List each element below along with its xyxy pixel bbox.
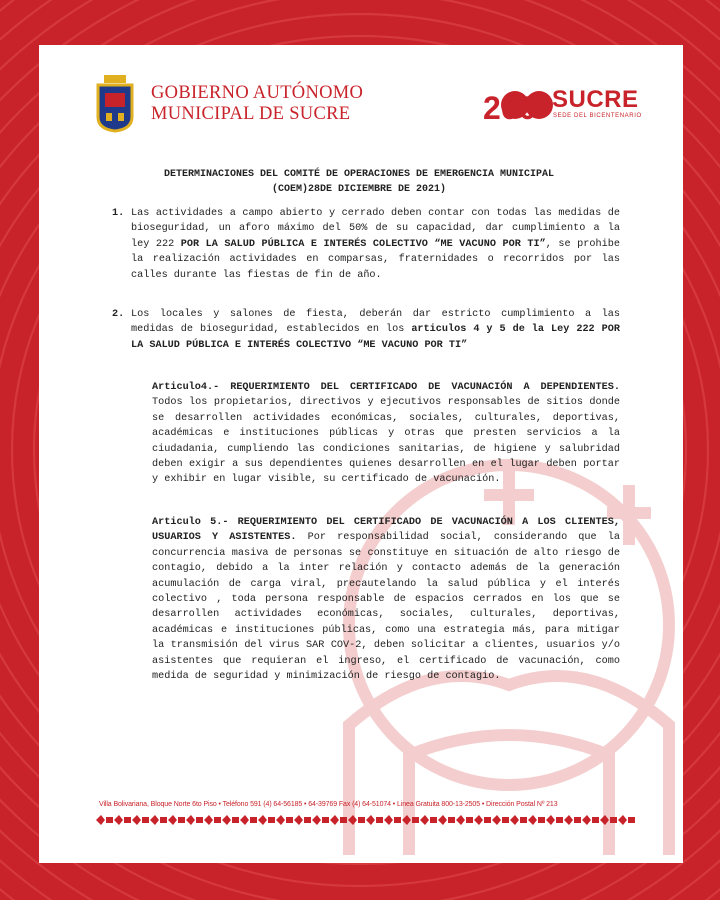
municipal-crest-icon <box>96 73 134 133</box>
sucre-wordmark: SUCRE <box>552 86 639 113</box>
item-bold-text: POR LA SALUD PÚBLICA E INTERÉS COLECTIVO “ME VACUNO POR TI” <box>180 238 546 250</box>
article-title: Articulo4.- REQUERIMIENTO DEL CERTIFICADO DE VACUNACIÓN A DEPENDIENTES. <box>152 382 620 393</box>
band-motif <box>96 815 113 825</box>
band-motif <box>150 815 167 825</box>
determination-item-1 <box>112 206 620 283</box>
band-motif <box>276 815 293 825</box>
footer-ornamental-band <box>96 812 636 828</box>
band-motif <box>492 815 509 825</box>
band-motif <box>240 815 257 825</box>
band-motif <box>546 815 563 825</box>
band-motif <box>312 815 329 825</box>
logo-number: 200 <box>483 90 537 125</box>
band-motif <box>114 815 131 825</box>
band-motif <box>186 815 203 825</box>
band-motif <box>258 815 275 825</box>
item-text: Los locales y salones de fiesta, deberán dar estricto cumplimiento a las medidas de bioseguridad, establecidos en los <box>131 309 620 336</box>
document-title <box>129 167 589 197</box>
band-motif <box>348 815 365 825</box>
band-motif <box>564 815 581 825</box>
band-motif <box>438 815 455 825</box>
band-motif <box>402 815 419 825</box>
band-motif <box>294 815 311 825</box>
item-text-cont: , se prohibe la realización actividades en comparsas, fraternidades o recorridos por las calles durante las fiestas de fin de año. <box>131 238 620 281</box>
band-motif <box>132 815 149 825</box>
article-text: Por responsabilidad social, considerando que la concurrencia masiva de personas se constituye en situación de alto riesgo de contagio, debido a la inter relación y contacto además de la generación acumulación de carga viral, precautelando la salud pública y el interés colectivo , toda persona responsable de espacios cerrados en los que se desarrollen actividades económicas, sociales, culturales, deportivas, académicas e instituciones públicas, como una estrategia más, para mitigar la transmisión del virus SAR COV-2, deben solicitar a clientes, usuarios y/o asistentes que requieran el ingreso, el certificado de vacunación, como medida de seguridad y minimización de riesgo de contagio. <box>152 532 620 683</box>
document-title-line2: (COEM)28DE DICIEMBRE DE 2021) <box>271 184 447 195</box>
band-motif <box>456 815 473 825</box>
document-title-line1: DETERMINACIONES DEL COMITÉ DE OPERACIONES DE EMERGENCIA MUNICIPAL <box>163 169 555 180</box>
band-motif <box>222 815 239 825</box>
item-text: Las actividades a campo abierto y cerrado deben contar con todas las medidas de bioseguridad, un aforo máximo del 50% de su capacidad, dar cumplimiento a la ley 222 <box>131 208 620 250</box>
band-motif <box>618 815 635 825</box>
band-motif <box>528 815 545 825</box>
band-motif <box>168 815 185 825</box>
article-4 <box>152 380 620 488</box>
band-motif <box>384 815 401 825</box>
band-motif <box>510 815 527 825</box>
government-title-line2: MUNICIPAL DE SUCRE <box>151 104 351 124</box>
government-title-line1: GOBIERNO AUTÓNOMO <box>151 83 364 103</box>
band-motif <box>420 815 437 825</box>
bicentenario-200-logo <box>481 85 553 125</box>
footer-address: Villa Bolivariana, Bloque Norte 6to Piso • Teléfono 591 (4) 64-56185 • 64-39769 Fax (4) 64-51074 • Linea Gratuita 800-13-2505 • Dirección Postal Nº 213 <box>99 801 558 808</box>
government-title <box>151 83 363 125</box>
band-motif <box>600 815 617 825</box>
band-motif <box>330 815 347 825</box>
determination-item-2 <box>112 307 620 353</box>
letterhead <box>39 45 683 155</box>
article-5 <box>152 515 620 684</box>
band-motif <box>582 815 599 825</box>
document-sheet <box>39 45 683 863</box>
band-motif <box>204 815 221 825</box>
band-motif <box>366 815 383 825</box>
item-number: 2. <box>112 309 125 320</box>
band-motif <box>474 815 491 825</box>
sucre-tagline: SEDE DEL BICENTENARIO <box>553 113 642 119</box>
article-text: Todos los propietarios, directivos y ejecutivos responsables de sitios donde se desarrollen actividades económicas, sociales, culturales, deportivas, académicas e instituciones públicas y otras que presten servicios a la ciudadania, cumpliendo las condiciones sanitarias, de higiene y salubridad deben exigir a sus dependientes quienes desarrollen en el lugar deben portar y exhibir en lugar visible, su certificado de vacunación. <box>152 397 620 486</box>
article-title: Articulo 5.- REQUERIMIENTO DEL CERTIFICADO DE VACUNACIÓN A LOS CLIENTES, USUARIOS Y ASISTENTES. <box>152 517 620 544</box>
item-bold-text: articulos 4 y 5 de la Ley 222 POR LA SALUD PÚBLICA E INTERÉS COLECTIVO “ME VACUNO POR TI” <box>131 324 620 351</box>
item-number: 1. <box>112 208 125 219</box>
